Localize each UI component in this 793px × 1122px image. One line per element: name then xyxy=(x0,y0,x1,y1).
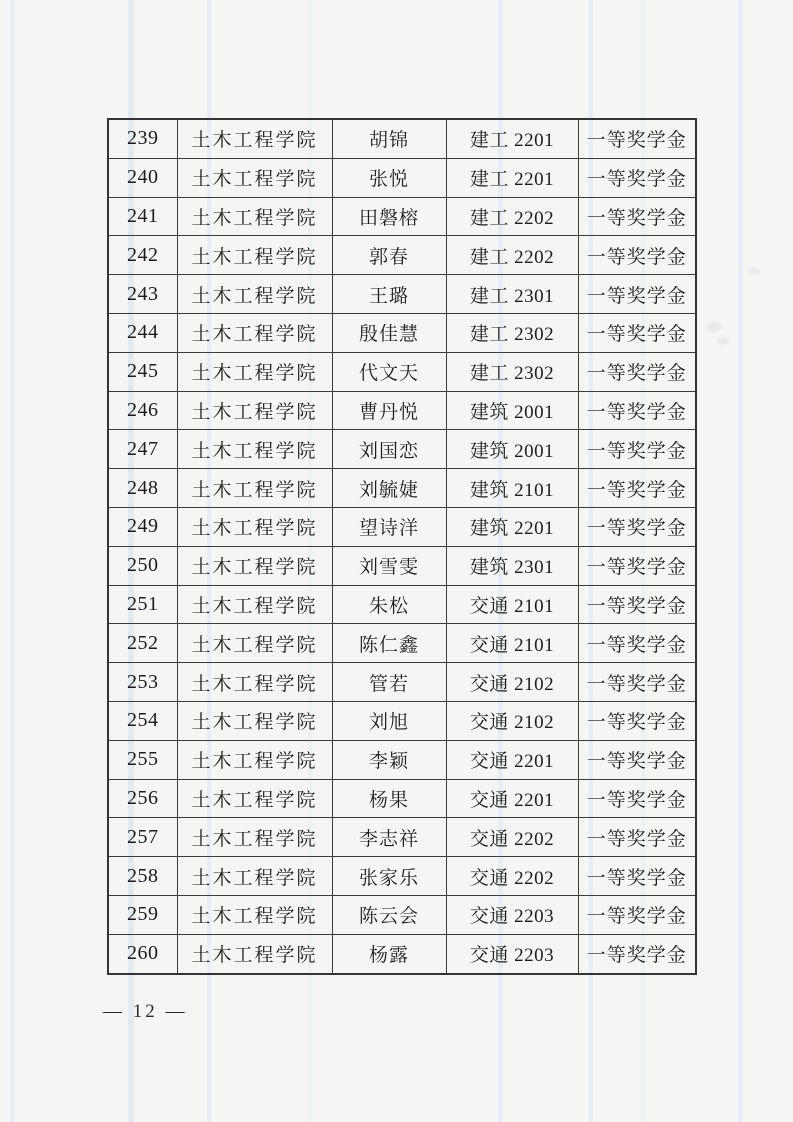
table-row xyxy=(108,585,696,624)
cell-index: 259 xyxy=(108,895,177,934)
cell-index: 246 xyxy=(108,391,177,430)
cell-index: 244 xyxy=(108,313,177,352)
cell-college: 土木工程学院 xyxy=(177,779,332,818)
cell-name: 管若 xyxy=(332,663,446,702)
table-row xyxy=(108,934,696,973)
table-row xyxy=(108,158,696,197)
cell-class: 建工 2201 xyxy=(446,158,578,197)
cell-award: 一等奖学金 xyxy=(578,236,696,275)
table-row xyxy=(108,663,696,702)
table-row xyxy=(108,275,696,314)
cell-college: 土木工程学院 xyxy=(177,430,332,469)
cell-college: 土木工程学院 xyxy=(177,740,332,779)
cell-class: 交通 2203 xyxy=(446,934,578,973)
cell-index: 239 xyxy=(108,119,177,158)
cell-award: 一等奖学金 xyxy=(578,779,696,818)
table-row xyxy=(108,779,696,818)
scan-smudge xyxy=(706,322,722,332)
cell-name: 胡锦 xyxy=(332,119,446,158)
table-row xyxy=(108,391,696,430)
cell-index: 245 xyxy=(108,352,177,391)
table-row xyxy=(108,818,696,857)
cell-index: 252 xyxy=(108,624,177,663)
cell-college: 土木工程学院 xyxy=(177,701,332,740)
cell-class: 交通 2101 xyxy=(446,585,578,624)
cell-name: 杨露 xyxy=(332,934,446,973)
cell-name: 李志祥 xyxy=(332,818,446,857)
cell-award: 一等奖学金 xyxy=(578,352,696,391)
cell-class: 交通 2102 xyxy=(446,701,578,740)
cell-name: 殷佳慧 xyxy=(332,313,446,352)
cell-name: 刘毓婕 xyxy=(332,469,446,508)
page-number: — 12 — xyxy=(103,1001,188,1022)
cell-name: 田磐榕 xyxy=(332,197,446,236)
cell-award: 一等奖学金 xyxy=(578,391,696,430)
cell-college: 土木工程学院 xyxy=(177,197,332,236)
scan-streak xyxy=(738,0,743,1122)
cell-college: 土木工程学院 xyxy=(177,469,332,508)
cell-name: 曹丹悦 xyxy=(332,391,446,430)
cell-class: 建工 2202 xyxy=(446,236,578,275)
cell-award: 一等奖学金 xyxy=(578,701,696,740)
scan-smudge xyxy=(718,338,728,345)
cell-college: 土木工程学院 xyxy=(177,158,332,197)
cell-award: 一等奖学金 xyxy=(578,119,696,158)
table-row xyxy=(108,546,696,585)
cell-award: 一等奖学金 xyxy=(578,624,696,663)
scholarship-roster-table xyxy=(107,118,697,975)
table-row xyxy=(108,313,696,352)
table-row xyxy=(108,740,696,779)
cell-class: 交通 2202 xyxy=(446,818,578,857)
cell-class: 交通 2202 xyxy=(446,857,578,896)
cell-award: 一等奖学金 xyxy=(578,740,696,779)
cell-college: 土木工程学院 xyxy=(177,934,332,973)
cell-award: 一等奖学金 xyxy=(578,507,696,546)
cell-college: 土木工程学院 xyxy=(177,275,332,314)
cell-name: 刘国恋 xyxy=(332,430,446,469)
cell-name: 张家乐 xyxy=(332,857,446,896)
cell-index: 250 xyxy=(108,546,177,585)
cell-index: 258 xyxy=(108,857,177,896)
cell-award: 一等奖学金 xyxy=(578,275,696,314)
cell-college: 土木工程学院 xyxy=(177,391,332,430)
cell-index: 255 xyxy=(108,740,177,779)
roster-table-body xyxy=(108,119,696,974)
cell-class: 建工 2302 xyxy=(446,313,578,352)
scan-smudge xyxy=(748,268,760,274)
cell-index: 251 xyxy=(108,585,177,624)
cell-index: 249 xyxy=(108,507,177,546)
cell-class: 建工 2201 xyxy=(446,119,578,158)
cell-index: 243 xyxy=(108,275,177,314)
cell-index: 247 xyxy=(108,430,177,469)
cell-class: 建筑 2301 xyxy=(446,546,578,585)
cell-index: 257 xyxy=(108,818,177,857)
cell-name: 郭春 xyxy=(332,236,446,275)
cell-award: 一等奖学金 xyxy=(578,934,696,973)
cell-award: 一等奖学金 xyxy=(578,469,696,508)
cell-class: 建工 2302 xyxy=(446,352,578,391)
cell-college: 土木工程学院 xyxy=(177,585,332,624)
scan-streak xyxy=(10,0,15,1122)
cell-award: 一等奖学金 xyxy=(578,857,696,896)
cell-name: 张悦 xyxy=(332,158,446,197)
cell-index: 256 xyxy=(108,779,177,818)
cell-award: 一等奖学金 xyxy=(578,895,696,934)
table-row xyxy=(108,430,696,469)
cell-college: 土木工程学院 xyxy=(177,624,332,663)
cell-class: 交通 2101 xyxy=(446,624,578,663)
cell-index: 260 xyxy=(108,934,177,973)
cell-college: 土木工程学院 xyxy=(177,313,332,352)
table-row xyxy=(108,701,696,740)
cell-college: 土木工程学院 xyxy=(177,895,332,934)
cell-index: 241 xyxy=(108,197,177,236)
cell-name: 王璐 xyxy=(332,275,446,314)
table-row xyxy=(108,236,696,275)
cell-class: 建筑 2001 xyxy=(446,391,578,430)
table-row xyxy=(108,469,696,508)
cell-name: 朱松 xyxy=(332,585,446,624)
cell-college: 土木工程学院 xyxy=(177,546,332,585)
cell-class: 交通 2102 xyxy=(446,663,578,702)
cell-index: 242 xyxy=(108,236,177,275)
cell-award: 一等奖学金 xyxy=(578,158,696,197)
cell-name: 刘雪雯 xyxy=(332,546,446,585)
cell-name: 陈云会 xyxy=(332,895,446,934)
cell-name: 陈仁鑫 xyxy=(332,624,446,663)
cell-class: 交通 2203 xyxy=(446,895,578,934)
cell-name: 杨果 xyxy=(332,779,446,818)
cell-award: 一等奖学金 xyxy=(578,546,696,585)
cell-college: 土木工程学院 xyxy=(177,236,332,275)
cell-index: 248 xyxy=(108,469,177,508)
cell-award: 一等奖学金 xyxy=(578,663,696,702)
cell-class: 交通 2201 xyxy=(446,779,578,818)
cell-index: 254 xyxy=(108,701,177,740)
cell-college: 土木工程学院 xyxy=(177,119,332,158)
cell-class: 交通 2201 xyxy=(446,740,578,779)
cell-college: 土木工程学院 xyxy=(177,507,332,546)
cell-college: 土木工程学院 xyxy=(177,857,332,896)
cell-name: 代文天 xyxy=(332,352,446,391)
cell-class: 建筑 2001 xyxy=(446,430,578,469)
table-row xyxy=(108,507,696,546)
cell-class: 建工 2301 xyxy=(446,275,578,314)
table-row xyxy=(108,352,696,391)
cell-name: 刘旭 xyxy=(332,701,446,740)
cell-award: 一等奖学金 xyxy=(578,430,696,469)
cell-name: 望诗洋 xyxy=(332,507,446,546)
cell-college: 土木工程学院 xyxy=(177,818,332,857)
cell-index: 253 xyxy=(108,663,177,702)
table-row xyxy=(108,895,696,934)
cell-award: 一等奖学金 xyxy=(578,585,696,624)
cell-award: 一等奖学金 xyxy=(578,197,696,236)
table-row xyxy=(108,624,696,663)
cell-award: 一等奖学金 xyxy=(578,818,696,857)
cell-award: 一等奖学金 xyxy=(578,313,696,352)
table-row xyxy=(108,857,696,896)
cell-name: 李颖 xyxy=(332,740,446,779)
cell-college: 土木工程学院 xyxy=(177,352,332,391)
cell-class: 建筑 2201 xyxy=(446,507,578,546)
table-row xyxy=(108,119,696,158)
cell-index: 240 xyxy=(108,158,177,197)
table-row xyxy=(108,197,696,236)
cell-class: 建筑 2101 xyxy=(446,469,578,508)
cell-college: 土木工程学院 xyxy=(177,663,332,702)
cell-class: 建工 2202 xyxy=(446,197,578,236)
